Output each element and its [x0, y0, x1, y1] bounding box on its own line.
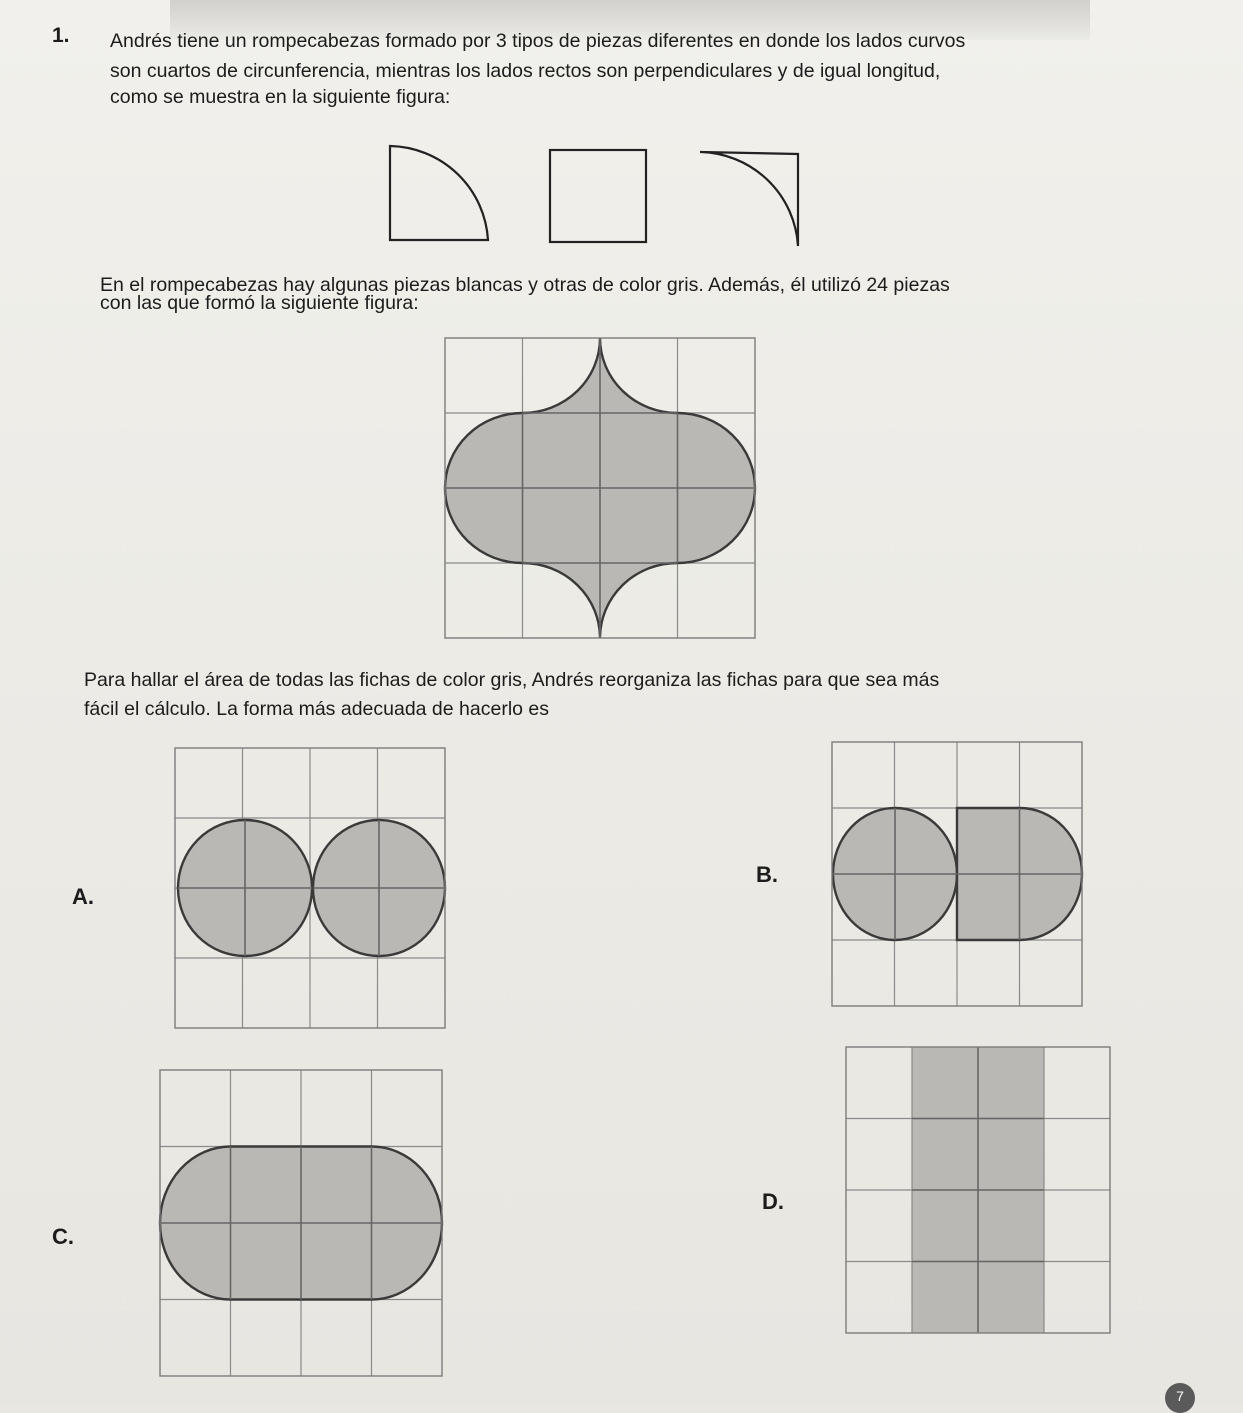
- question-number: 1.: [52, 24, 70, 47]
- option-c-label[interactable]: C.: [52, 1224, 74, 1249]
- ask-line-2: fácil el cálculo. La forma más adecuada de hacerlo es: [84, 698, 550, 720]
- piece-quarter-concave: [700, 152, 798, 246]
- middle-line-2: con las que formó la siguiente figura:: [100, 292, 419, 314]
- option-b-label[interactable]: B.: [756, 862, 778, 887]
- option-a-figure[interactable]: [175, 748, 445, 1028]
- intro-line-2: son cuartos de circunferencia, mientras los lados rectos son perpendiculares y de igual longitud,: [110, 60, 941, 82]
- main-inner-lines: [445, 338, 755, 638]
- option-b-figure[interactable]: [832, 742, 1082, 1006]
- ask-line-1: Para hallar el área de todas las fichas de color gris, Andrés reorganiza las fichas para que sea más: [84, 669, 940, 691]
- piece-types-figure: [380, 138, 820, 248]
- page-number: 7: [1165, 1383, 1195, 1413]
- piece-square: [550, 150, 646, 242]
- intro-line-3: como se muestra en la siguiente figura:: [110, 86, 451, 108]
- main-puzzle-figure: [445, 338, 755, 638]
- piece-quarter-convex: [390, 146, 488, 240]
- middle-line-1: En el rompecabezas hay algunas piezas blancas y otras de color gris. Además, él utilizó 24 piezas: [100, 274, 950, 296]
- intro-line-1: Andrés tiene un rompecabezas formado por 3 tipos de piezas diferentes en donde los lados curvos: [110, 30, 966, 52]
- option-c-figure[interactable]: [160, 1070, 442, 1376]
- option-d-label[interactable]: D.: [762, 1189, 784, 1214]
- option-a-label[interactable]: A.: [72, 884, 94, 909]
- option-d-figure[interactable]: [846, 1047, 1110, 1333]
